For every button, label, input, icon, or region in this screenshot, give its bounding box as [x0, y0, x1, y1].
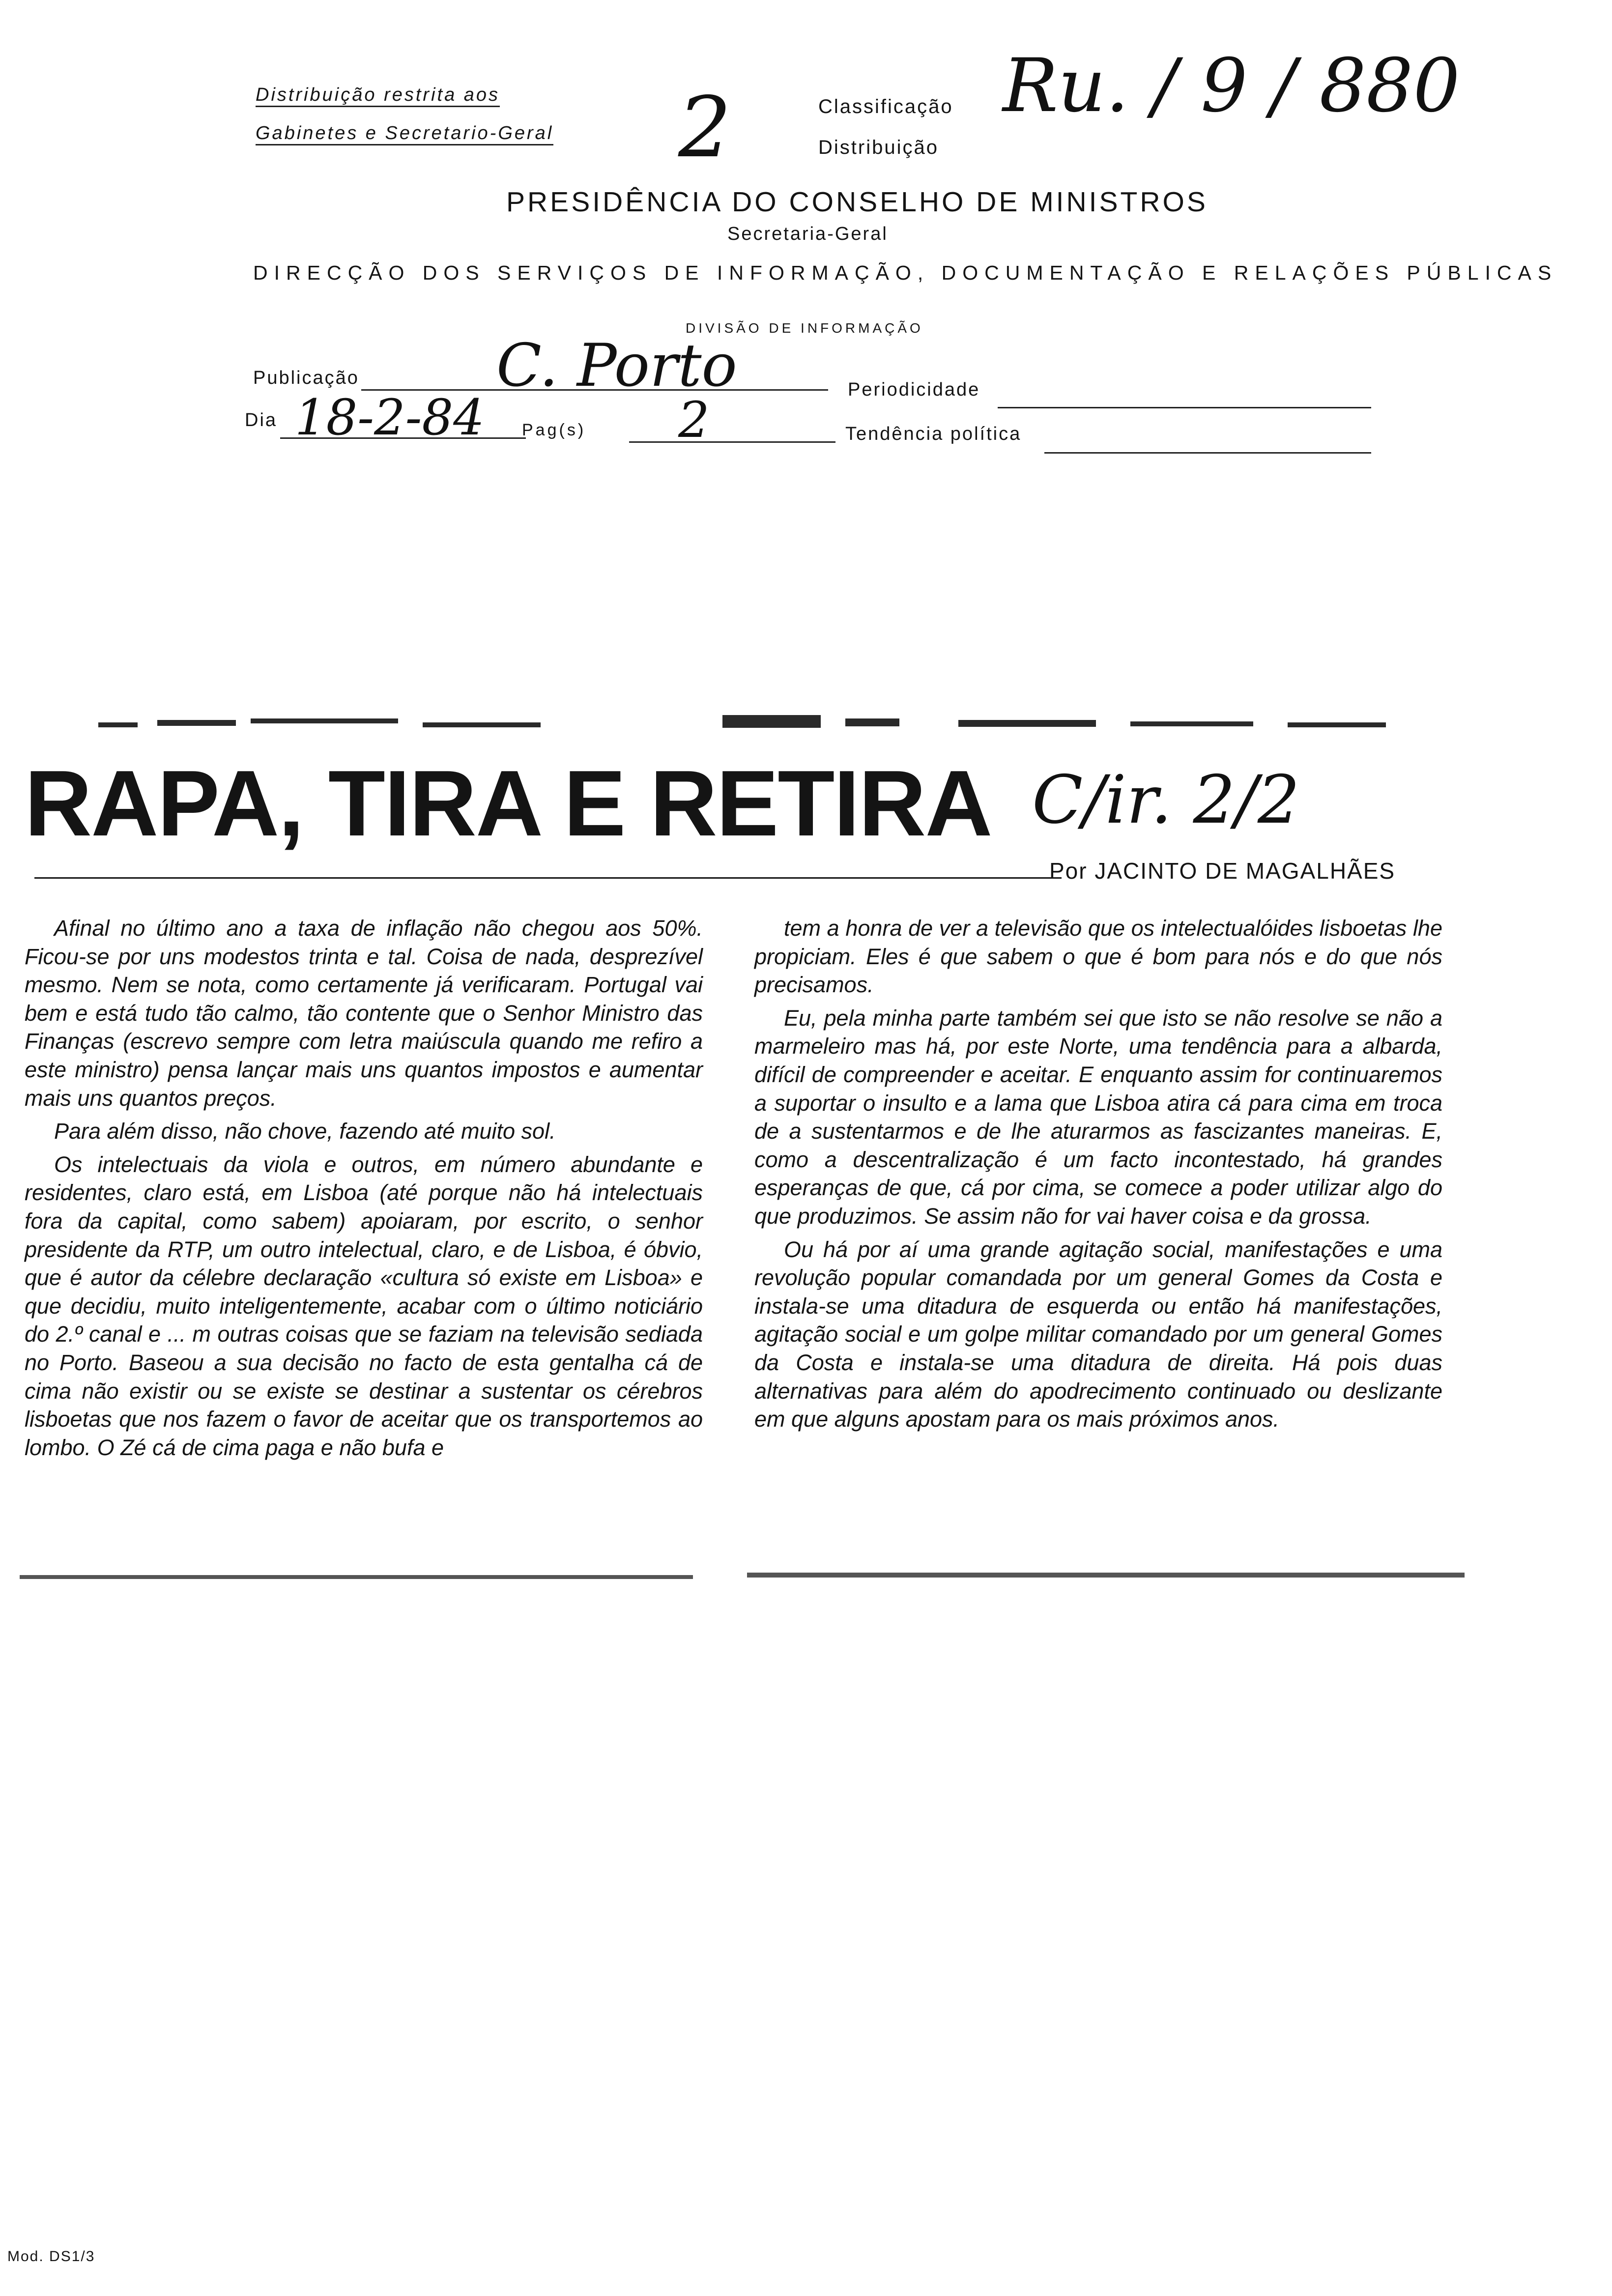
distribution-note-1: Distribuição restrita aos: [256, 85, 500, 107]
distribution-note-2: Gabinetes e Secretario-Geral: [256, 123, 553, 145]
pages-value: 2: [678, 391, 710, 449]
day-value: 18-2-84: [295, 389, 485, 446]
day-label: Dia: [245, 410, 278, 430]
pages-line: [629, 441, 835, 443]
article-right-column: [754, 914, 1442, 1438]
headline: RAPA, TIRA E RETIRA: [25, 751, 992, 856]
org-title: PRESIDÊNCIA DO CONSELHO DE MINISTROS: [506, 186, 1208, 218]
classification-label: Classificação: [818, 96, 953, 117]
periodicity-label: Periodicidade: [848, 379, 980, 400]
handwritten-reference: Ru. / 9 / 880: [1003, 43, 1460, 129]
byline: Por JACINTO DE MAGALHÃES: [1049, 858, 1396, 884]
handwritten-number: 2: [678, 79, 732, 176]
publication-value: C. Porto: [496, 332, 737, 400]
political-tendency-label: Tendência política: [845, 424, 1022, 444]
directorate: DIRECÇÃO DOS SERVIÇOS DE INFORMAÇÃO, DOCUMENTAÇÃO E RELAÇÕES PÚBLICAS: [253, 261, 1558, 284]
byline-rule: [34, 877, 1062, 879]
paragraph: Os intelectuais da viola e outros, em número abundante e residentes, claro está, em Lisboa (até porque não há intelectuais fora da capital, como sabem) apoiaram, por escrito, o senhor presidente da RTP, um outro intelectual, claro, e de Lisboa, é óbvio, que é autor da célebre declaração «cultura só existe em Lisboa» e que decidiu, muito inteligentemente, acabar com o último noticiário do 2.º canal e ... m outras coisas que se faziam na televisão sediada no Porto. Baseou a sua decisão no facto de esta gentalha cá de cima não existir ou se existe se destinar a sustentar os cérebros lisboetas que nos fazem o favor de aceitar que os transportemos ao lombo. O Zé cá de cima paga e não bufa e: [25, 1151, 703, 1460]
article-left-column: [25, 914, 703, 1466]
paragraph: Afinal no último ano a taxa de inflação não chegou aos 50%. Ficou-se por uns modestos trinta e tal. Coisa de nada, desprezível mesmo. Nem se nota, como certamente já verificaram. Portugal vai bem e está tudo tão calmo, tão contente que o Senhor Ministro das Finanças (escrevo sempre com letra maiúscula quando me refiro a este ministro) pensa lançar mais uns quantos impostos e aumentar mais uns quantos preços.: [25, 916, 703, 1111]
paragraph: tem a honra de ver a televisão que os intelectualóides lisboetas lhe propiciam. Eles é que sabem o que é bom para nós e do que nós precisamos.: [754, 916, 1442, 998]
form-code: Mod. DS1/3: [7, 2248, 95, 2265]
political-tendency-line: [1044, 452, 1371, 454]
paragraph: Para além disso, não chove, fazendo até muito sol.: [54, 1119, 556, 1144]
paragraph: Eu, pela minha parte também sei que isto se não resolve se não a marmeleiro mas há, por este Norte, uma tendência para a albarda, difícil de compreender e aceitar. E enquanto assim for continuaremos a suportar o insulto e a lama que Lisboa atira cá para cima em troca de a sustentarmos e de lhe aturarmos as fascizantes maneiras. E, como a descentralização é um facto incontestado, há grandes esperanças de que, cá por cima, se comece a poder utilizar algo do que produzimos. Se assim não for vai haver coisa e da grossa.: [754, 1005, 1442, 1229]
distribution-label: Distribuição: [818, 137, 939, 158]
org-subtitle: Secretaria-Geral: [727, 224, 888, 244]
periodicity-line: [998, 407, 1371, 408]
paragraph: Ou há por aí uma grande agitação social, manifestações e uma revolução popular comandada por um general Gomes da Costa e instala-se uma ditadura de esquerda ou então há manifestações, agitação social e um golpe militar comandado por um general Gomes da Costa e instala-se uma ditadura de direita. Há pois duas alternativas para além do apodrecimento continuado ou deslizante em que alguns apostam para os mais próximos anos.: [754, 1236, 1442, 1432]
handwritten-tag: C/ir. 2/2: [1032, 761, 1300, 838]
division: DIVISÃO DE INFORMAÇÃO: [686, 320, 923, 336]
pages-label: Pag(s): [522, 421, 586, 439]
publication-label: Publicação: [253, 368, 359, 388]
